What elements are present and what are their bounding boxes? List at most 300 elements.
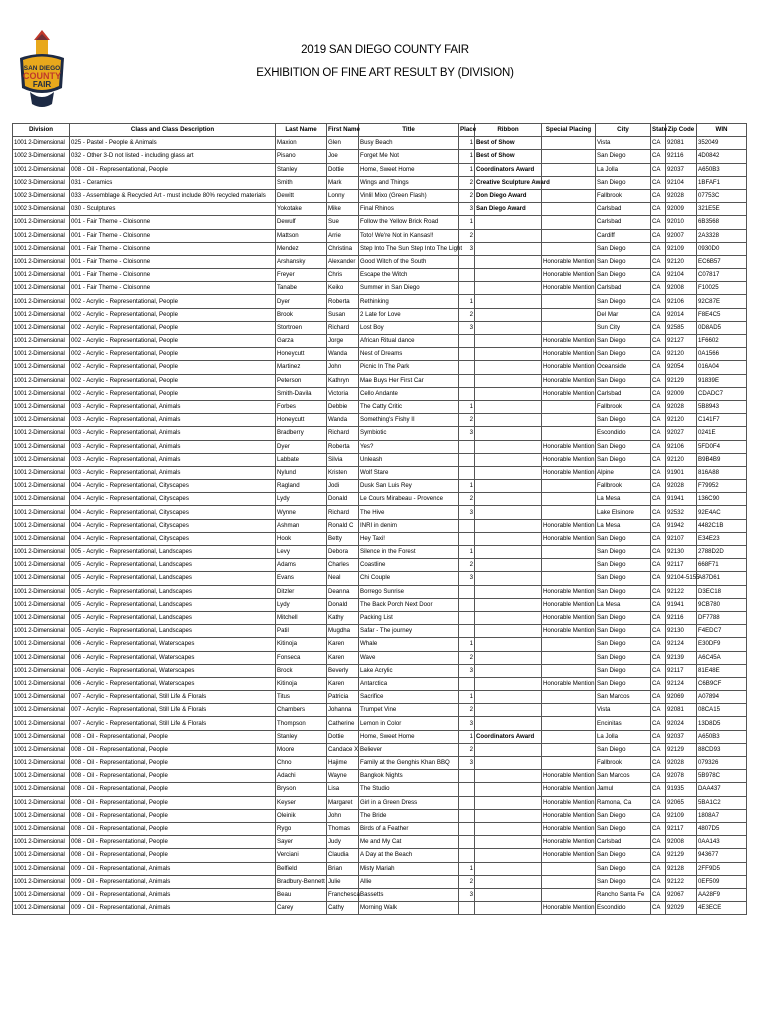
state-cell: CA	[651, 150, 666, 163]
zip-cell: 92037	[666, 730, 697, 743]
ribbon-cell: Don Diego Award	[475, 189, 542, 202]
win-cell: C07817	[697, 269, 747, 282]
zip-cell: 92067	[666, 888, 697, 901]
column-header: Place	[459, 124, 475, 137]
win-cell: C141F7	[697, 414, 747, 427]
city-cell: San Diego	[596, 611, 651, 624]
state-cell: CA	[651, 717, 666, 730]
division-cell: 1001 2-Dimensional	[13, 321, 70, 334]
class-cell: 002 - Acrylic - Representational, People	[70, 361, 276, 374]
zip-cell: 92008	[666, 282, 697, 295]
title-cell: Birds of a Feather	[359, 822, 459, 835]
table-row	[13, 348, 747, 361]
zip-cell: 92106	[666, 295, 697, 308]
state-cell: CA	[651, 664, 666, 677]
place-cell	[459, 453, 475, 466]
table-row	[13, 809, 747, 822]
table-row	[13, 717, 747, 730]
city-cell: San Marcos	[596, 770, 651, 783]
first-name-cell: Kristen	[327, 466, 359, 479]
division-cell: 1001 2-Dimensional	[13, 255, 70, 268]
special-placing-cell	[542, 743, 596, 756]
win-cell: A650B3	[697, 163, 747, 176]
title-cell: The Bride	[359, 809, 459, 822]
division-cell: 1001 2-Dimensional	[13, 506, 70, 519]
place-cell: 1	[459, 216, 475, 229]
last-name-cell: Stanley	[276, 730, 327, 743]
ribbon-cell	[475, 532, 542, 545]
report-title: 2019 SAN DIEGO COUNTY FAIR	[301, 44, 469, 56]
ribbon-cell	[475, 216, 542, 229]
last-name-cell: Bradberry	[276, 427, 327, 440]
state-cell: CA	[651, 189, 666, 202]
win-cell: E34E23	[697, 532, 747, 545]
state-cell: CA	[651, 480, 666, 493]
special-placing-cell	[542, 546, 596, 559]
first-name-cell: Beverly	[327, 664, 359, 677]
win-cell: 4E3ECE	[697, 902, 747, 915]
place-cell	[459, 282, 475, 295]
title-cell: Picnic In The Park	[359, 361, 459, 374]
win-cell: 13D8D5	[697, 717, 747, 730]
win-cell: 2A3328	[697, 229, 747, 242]
place-cell: 2	[459, 229, 475, 242]
special-placing-cell	[542, 400, 596, 413]
zip-cell: 92116	[666, 611, 697, 624]
table-row	[13, 321, 747, 334]
last-name-cell: Labbate	[276, 453, 327, 466]
zip-cell: 92028	[666, 757, 697, 770]
last-name-cell: Maxion	[276, 137, 327, 150]
class-cell: 008 - Oil - Representational, People	[70, 783, 276, 796]
ribbon-cell	[475, 546, 542, 559]
state-cell: CA	[651, 849, 666, 862]
division-cell: 1001 2-Dimensional	[13, 308, 70, 321]
special-placing-cell: Honorable Mention	[542, 440, 596, 453]
zip-cell: 92104	[666, 176, 697, 189]
table-row	[13, 282, 747, 295]
win-cell: 668F71	[697, 559, 747, 572]
zip-cell: 92029	[666, 902, 697, 915]
city-cell: San Diego	[596, 150, 651, 163]
class-cell: 007 - Acrylic - Representational, Still Life & Florals	[70, 691, 276, 704]
ribbon-cell	[475, 849, 542, 862]
table-row	[13, 519, 747, 532]
place-cell: 3	[459, 717, 475, 730]
class-cell: 006 - Acrylic - Representational, Waterscapes	[70, 651, 276, 664]
place-cell	[459, 335, 475, 348]
win-cell: 0241E	[697, 427, 747, 440]
ribbon-cell	[475, 559, 542, 572]
last-name-cell: Dewulf	[276, 216, 327, 229]
column-header: Zip Code	[666, 124, 697, 137]
win-cell: 07753C	[697, 189, 747, 202]
class-cell: 005 - Acrylic - Representational, Landscapes	[70, 625, 276, 638]
state-cell: CA	[651, 625, 666, 638]
title-cell: Packing List	[359, 611, 459, 624]
last-name-cell: Moore	[276, 743, 327, 756]
special-placing-cell	[542, 730, 596, 743]
win-cell: 816A88	[697, 466, 747, 479]
special-placing-cell: Honorable Mention	[542, 625, 596, 638]
last-name-cell: Beau	[276, 888, 327, 901]
report-subtitle: EXHIBITION OF FINE ART RESULT BY (DIVISION)	[256, 67, 514, 79]
division-cell: 1001 2-Dimensional	[13, 704, 70, 717]
division-cell: 1001 2-Dimensional	[13, 242, 70, 255]
win-cell: 1BFAF1	[697, 176, 747, 189]
last-name-cell: Hook	[276, 532, 327, 545]
division-cell: 1001 2-Dimensional	[13, 387, 70, 400]
place-cell: 1	[459, 400, 475, 413]
first-name-cell: Silvia	[327, 453, 359, 466]
city-cell: San Diego	[596, 677, 651, 690]
win-cell: 321E5E	[697, 203, 747, 216]
table-row	[13, 783, 747, 796]
class-cell: 005 - Acrylic - Representational, Landscapes	[70, 611, 276, 624]
class-cell: 003 - Acrylic - Representational, Animals	[70, 466, 276, 479]
first-name-cell: Alexander	[327, 255, 359, 268]
zip-cell: 92104-5155	[666, 572, 697, 585]
ribbon-cell: Creative Sculpture Award	[475, 176, 542, 189]
class-cell: 001 - Fair Theme - Cloisonne	[70, 216, 276, 229]
division-cell: 1001 2-Dimensional	[13, 440, 70, 453]
division-cell: 1002 3-Dimensional	[13, 189, 70, 202]
win-cell: 81E48E	[697, 664, 747, 677]
ribbon-cell	[475, 691, 542, 704]
division-cell: 1002 3-Dimensional	[13, 203, 70, 216]
place-cell: 1	[459, 546, 475, 559]
ribbon-cell	[475, 480, 542, 493]
last-name-cell: Bradbury-Bennett	[276, 875, 327, 888]
zip-cell: 92585	[666, 321, 697, 334]
last-name-cell: Dewitt	[276, 189, 327, 202]
ribbon-cell	[475, 664, 542, 677]
division-cell: 1001 2-Dimensional	[13, 559, 70, 572]
table-row	[13, 559, 747, 572]
state-cell: CA	[651, 506, 666, 519]
special-placing-cell: Honorable Mention	[542, 585, 596, 598]
division-cell: 1001 2-Dimensional	[13, 585, 70, 598]
zip-cell: 92117	[666, 559, 697, 572]
svg-text:SAN DIEGO: SAN DIEGO	[23, 65, 61, 72]
first-name-cell: Richard	[327, 506, 359, 519]
last-name-cell: Evans	[276, 572, 327, 585]
title-cell: Nest of Dreams	[359, 348, 459, 361]
win-cell: 1808A7	[697, 809, 747, 822]
zip-cell: 92109	[666, 809, 697, 822]
first-name-cell: Debbie	[327, 400, 359, 413]
zip-cell: 92014	[666, 308, 697, 321]
win-cell: 079326	[697, 757, 747, 770]
last-name-cell: Carey	[276, 902, 327, 915]
table-row	[13, 598, 747, 611]
first-name-cell: Franchesca	[327, 888, 359, 901]
table-row	[13, 822, 747, 835]
state-cell: CA	[651, 862, 666, 875]
special-placing-cell: Honorable Mention	[542, 836, 596, 849]
title-cell: Home, Sweet Home	[359, 730, 459, 743]
first-name-cell: Deanna	[327, 585, 359, 598]
table-row	[13, 163, 747, 176]
state-cell: CA	[651, 585, 666, 598]
place-cell	[459, 822, 475, 835]
place-cell	[459, 770, 475, 783]
zip-cell: 92009	[666, 203, 697, 216]
state-cell: CA	[651, 677, 666, 690]
class-cell: 008 - Oil - Representational, People	[70, 849, 276, 862]
state-cell: CA	[651, 743, 666, 756]
ribbon-cell	[475, 519, 542, 532]
special-placing-cell	[542, 137, 596, 150]
place-cell	[459, 387, 475, 400]
city-cell: San Diego	[596, 875, 651, 888]
win-cell: 2788D2D	[697, 546, 747, 559]
last-name-cell: Keyser	[276, 796, 327, 809]
place-cell	[459, 519, 475, 532]
title-cell: Chi Couple	[359, 572, 459, 585]
table-row	[13, 704, 747, 717]
first-name-cell: Debora	[327, 546, 359, 559]
special-placing-cell: Honorable Mention	[542, 783, 596, 796]
place-cell	[459, 466, 475, 479]
class-cell: 002 - Acrylic - Representational, People	[70, 321, 276, 334]
city-cell: San Diego	[596, 809, 651, 822]
city-cell: San Diego	[596, 255, 651, 268]
division-cell: 1001 2-Dimensional	[13, 137, 70, 150]
special-placing-cell	[542, 875, 596, 888]
win-cell: 5BA1C2	[697, 796, 747, 809]
division-cell: 1001 2-Dimensional	[13, 572, 70, 585]
special-placing-cell: Honorable Mention	[542, 269, 596, 282]
table-row	[13, 875, 747, 888]
zip-cell: 92120	[666, 348, 697, 361]
city-cell: Ramona, Ca	[596, 796, 651, 809]
city-cell: San Diego	[596, 664, 651, 677]
class-cell: 030 - Sculptures	[70, 203, 276, 216]
division-cell: 1001 2-Dimensional	[13, 348, 70, 361]
win-cell: 5FD0F4	[697, 440, 747, 453]
place-cell: 1	[459, 480, 475, 493]
table-row	[13, 638, 747, 651]
special-placing-cell: Honorable Mention	[542, 598, 596, 611]
win-cell: 4D0842	[697, 150, 747, 163]
first-name-cell: Catherine	[327, 717, 359, 730]
ribbon-cell	[475, 717, 542, 730]
special-placing-cell: Honorable Mention	[542, 255, 596, 268]
svg-text:FAIR: FAIR	[32, 80, 52, 89]
class-cell: 007 - Acrylic - Representational, Still Life & Florals	[70, 704, 276, 717]
class-cell: 002 - Acrylic - Representational, People	[70, 295, 276, 308]
last-name-cell: Freyer	[276, 269, 327, 282]
city-cell: Jamul	[596, 783, 651, 796]
last-name-cell: Dyer	[276, 295, 327, 308]
table-row	[13, 427, 747, 440]
city-cell: La Mesa	[596, 493, 651, 506]
table-row	[13, 295, 747, 308]
zip-cell: 92532	[666, 506, 697, 519]
title-cell: The Hive	[359, 506, 459, 519]
column-header: Class and Class Description	[70, 124, 276, 137]
place-cell	[459, 809, 475, 822]
city-cell: San Marcos	[596, 691, 651, 704]
class-cell: 003 - Acrylic - Representational, Animals	[70, 440, 276, 453]
special-placing-cell: Honorable Mention	[542, 902, 596, 915]
title-cell: Whale	[359, 638, 459, 651]
ribbon-cell	[475, 321, 542, 334]
place-cell	[459, 440, 475, 453]
zip-cell: 92009	[666, 387, 697, 400]
state-cell: CA	[651, 572, 666, 585]
first-name-cell: Karen	[327, 638, 359, 651]
last-name-cell: Arshansky	[276, 255, 327, 268]
special-placing-cell	[542, 321, 596, 334]
place-cell	[459, 783, 475, 796]
zip-cell: 92037	[666, 163, 697, 176]
ribbon-cell	[475, 295, 542, 308]
last-name-cell: Titus	[276, 691, 327, 704]
first-name-cell: Johanna	[327, 704, 359, 717]
table-row	[13, 902, 747, 915]
first-name-cell: Dottie	[327, 730, 359, 743]
ribbon-cell: San Diego Award	[475, 203, 542, 216]
place-cell	[459, 796, 475, 809]
class-cell: 003 - Acrylic - Representational, Animals	[70, 453, 276, 466]
ribbon-cell	[475, 493, 542, 506]
ribbon-cell	[475, 361, 542, 374]
first-name-cell: Julie	[327, 875, 359, 888]
place-cell: 3	[459, 203, 475, 216]
city-cell: Fallbrook	[596, 400, 651, 413]
place-cell: 1	[459, 137, 475, 150]
state-cell: CA	[651, 691, 666, 704]
place-cell	[459, 585, 475, 598]
first-name-cell: Mugdha	[327, 625, 359, 638]
first-name-cell: Victoria	[327, 387, 359, 400]
city-cell: La Mesa	[596, 598, 651, 611]
first-name-cell: Joe	[327, 150, 359, 163]
special-placing-cell: Honorable Mention	[542, 374, 596, 387]
last-name-cell: Tanabe	[276, 282, 327, 295]
division-cell: 1001 2-Dimensional	[13, 519, 70, 532]
table-row	[13, 532, 747, 545]
last-name-cell: Oleinik	[276, 809, 327, 822]
city-cell: Lake Elsinore	[596, 506, 651, 519]
first-name-cell: Dottie	[327, 163, 359, 176]
table-row	[13, 651, 747, 664]
division-cell: 1001 2-Dimensional	[13, 849, 70, 862]
last-name-cell: Smith	[276, 176, 327, 189]
zip-cell: 92122	[666, 585, 697, 598]
place-cell	[459, 677, 475, 690]
ribbon-cell: Coordinators Award	[475, 730, 542, 743]
special-placing-cell	[542, 757, 596, 770]
class-cell: 004 - Acrylic - Representational, Cityscapes	[70, 493, 276, 506]
win-cell: 08CA15	[697, 704, 747, 717]
class-cell: 006 - Acrylic - Representational, Waterscapes	[70, 664, 276, 677]
zip-cell: 92069	[666, 691, 697, 704]
special-placing-cell	[542, 414, 596, 427]
zip-cell: 92127	[666, 335, 697, 348]
win-cell: 0930D0	[697, 242, 747, 255]
place-cell: 1	[459, 862, 475, 875]
class-cell: 001 - Fair Theme - Cloisonne	[70, 229, 276, 242]
city-cell: San Diego	[596, 269, 651, 282]
class-cell: 009 - Oil - Representational, Animals	[70, 888, 276, 901]
division-cell: 1001 2-Dimensional	[13, 282, 70, 295]
win-cell: D3EC18	[697, 585, 747, 598]
title-cell: 2 Late for Love	[359, 308, 459, 321]
first-name-cell: Ronald C	[327, 519, 359, 532]
ribbon-cell	[475, 453, 542, 466]
column-header: City	[596, 124, 651, 137]
win-cell: AA28F9	[697, 888, 747, 901]
special-placing-cell: Honorable Mention	[542, 677, 596, 690]
first-name-cell: Jorge	[327, 335, 359, 348]
ribbon-cell	[475, 822, 542, 835]
special-placing-cell: Honorable Mention	[542, 770, 596, 783]
special-placing-cell: Honorable Mention	[542, 849, 596, 862]
place-cell	[459, 532, 475, 545]
class-cell: 001 - Fair Theme - Cloisonne	[70, 255, 276, 268]
division-cell: 1001 2-Dimensional	[13, 414, 70, 427]
last-name-cell: Martinez	[276, 361, 327, 374]
win-cell: 0EF509	[697, 875, 747, 888]
class-cell: 007 - Acrylic - Representational, Still Life & Florals	[70, 717, 276, 730]
title-cell: Busy Beach	[359, 137, 459, 150]
title-cell: Dusk San Luis Rey	[359, 480, 459, 493]
class-cell: 004 - Acrylic - Representational, Cityscapes	[70, 519, 276, 532]
special-placing-cell	[542, 242, 596, 255]
zip-cell: 92129	[666, 849, 697, 862]
win-cell: 0A1566	[697, 348, 747, 361]
state-cell: CA	[651, 875, 666, 888]
ribbon-cell	[475, 506, 542, 519]
results-table	[12, 123, 747, 915]
title-cell: Good Witch of the South	[359, 255, 459, 268]
last-name-cell: Yokotake	[276, 203, 327, 216]
title-cell: Cello Andante	[359, 387, 459, 400]
state-cell: CA	[651, 638, 666, 651]
table-row	[13, 572, 747, 585]
state-cell: CA	[651, 282, 666, 295]
state-cell: CA	[651, 796, 666, 809]
win-cell: DAA437	[697, 783, 747, 796]
special-placing-cell	[542, 651, 596, 664]
last-name-cell: Rygo	[276, 822, 327, 835]
first-name-cell: Chris	[327, 269, 359, 282]
first-name-cell: Mark	[327, 176, 359, 189]
division-cell: 1001 2-Dimensional	[13, 664, 70, 677]
first-name-cell: Christina	[327, 242, 359, 255]
table-row	[13, 677, 747, 690]
title-cell: Follow the Yellow Brick Road	[359, 216, 459, 229]
last-name-cell: Brock	[276, 664, 327, 677]
state-cell: CA	[651, 466, 666, 479]
title-cell: The Studio	[359, 783, 459, 796]
city-cell: Encinitas	[596, 717, 651, 730]
division-cell: 1001 2-Dimensional	[13, 677, 70, 690]
win-cell: A87D61	[697, 572, 747, 585]
special-placing-cell	[542, 163, 596, 176]
ribbon-cell	[475, 229, 542, 242]
class-cell: 005 - Acrylic - Representational, Landscapes	[70, 598, 276, 611]
special-placing-cell	[542, 493, 596, 506]
state-cell: CA	[651, 559, 666, 572]
class-cell: 009 - Oil - Representational, Animals	[70, 875, 276, 888]
city-cell: Escondido	[596, 902, 651, 915]
table-row	[13, 255, 747, 268]
last-name-cell: Ashman	[276, 519, 327, 532]
